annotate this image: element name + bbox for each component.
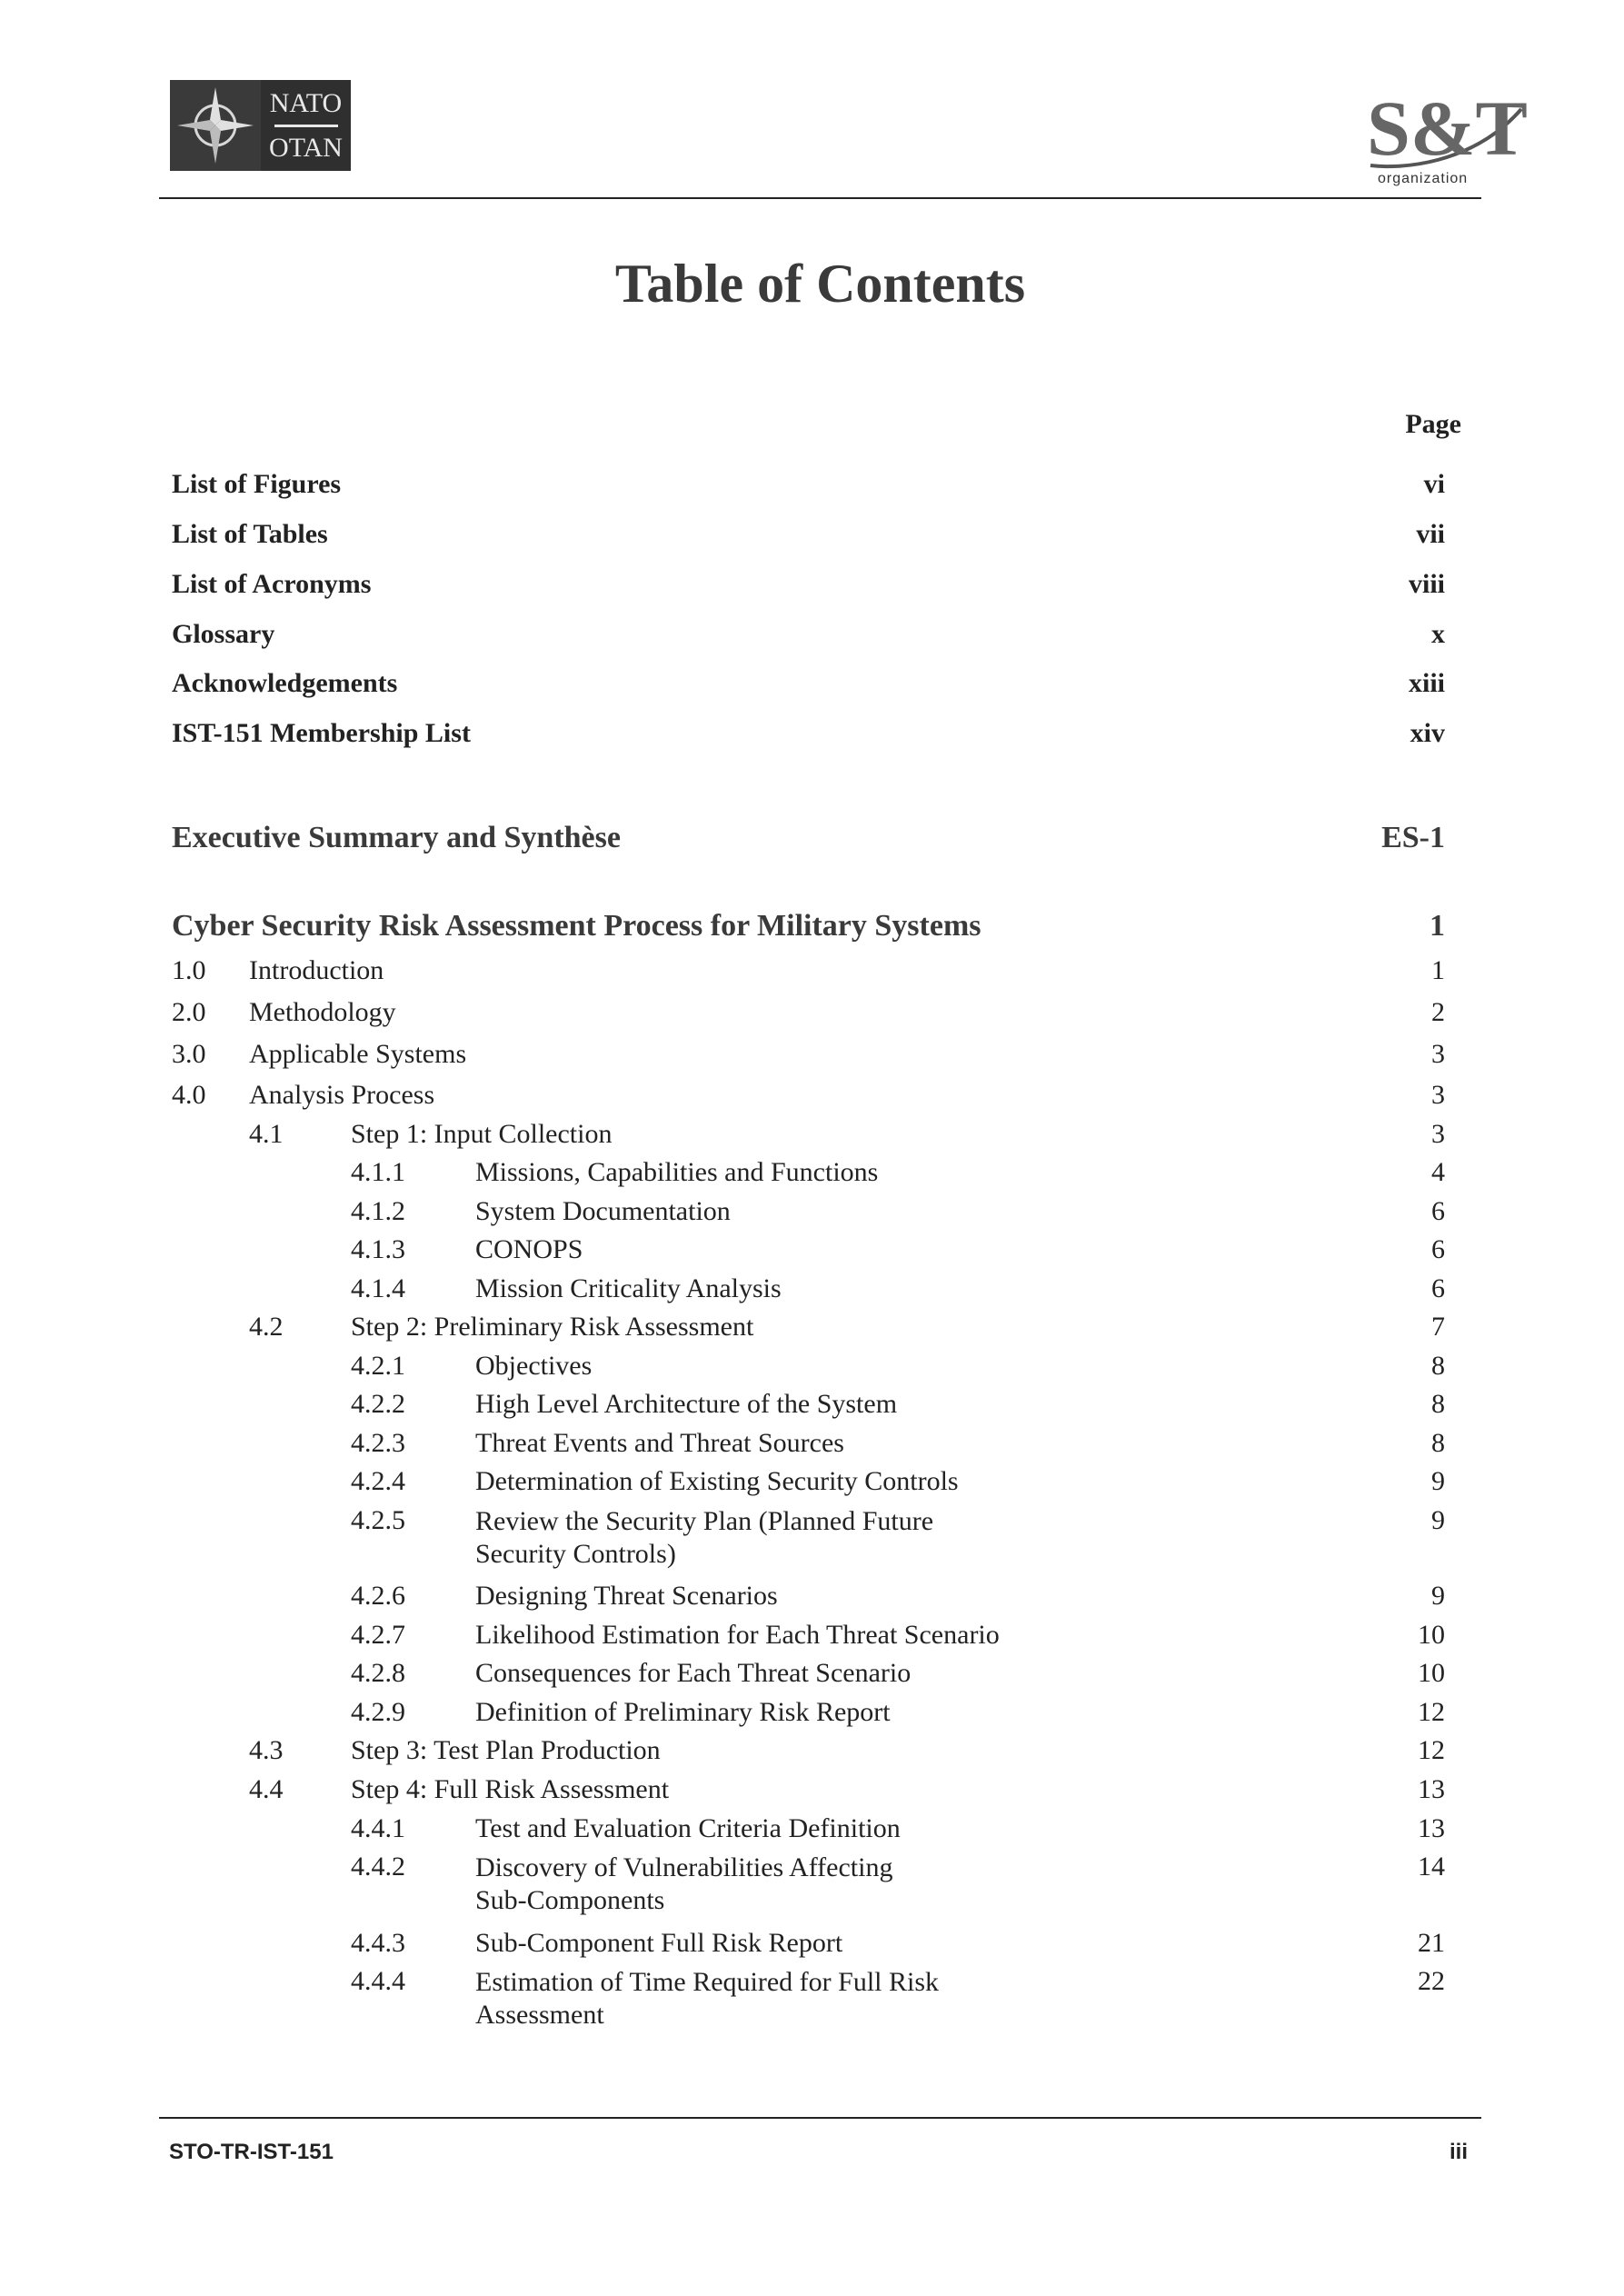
toc-entry-number: 4.4.1 xyxy=(351,1813,405,1843)
toc-entry-page: 10 xyxy=(1418,1620,1445,1650)
toc-entry-page: x xyxy=(1431,619,1445,649)
toc-entry-4-2-9[interactable] xyxy=(0,1697,1624,1733)
toc-entry-3-0[interactable] xyxy=(0,1039,1624,1075)
st-organization-logo xyxy=(1363,75,1527,188)
toc-entry-4-1-4[interactable] xyxy=(0,1273,1624,1310)
toc-entry-page: 13 xyxy=(1418,1813,1445,1843)
toc-entry-page: xiii xyxy=(1408,668,1445,698)
toc-entry-page: 9 xyxy=(1431,1581,1445,1611)
toc-entry-label: Executive Summary and Synthèse xyxy=(172,821,621,854)
toc-entry-label: Discovery of Vulnerabilities Affecting Sub-Components xyxy=(475,1852,893,1915)
toc-entry-label: High Level Architecture of the System xyxy=(475,1389,898,1419)
page-column-header: Page xyxy=(1405,409,1461,439)
toc-entry-number: 4.2.9 xyxy=(351,1697,405,1727)
toc-entry-label: Mission Criticality Analysis xyxy=(475,1273,782,1303)
toc-entry-4-2-1[interactable] xyxy=(0,1351,1624,1387)
toc-entry-label: Missions, Capabilities and Functions xyxy=(475,1157,879,1187)
nato-logo-line1: NATO xyxy=(269,87,343,118)
toc-entry-label: Determination of Existing Security Controls xyxy=(475,1466,959,1496)
nato-otan-logo xyxy=(170,80,351,171)
toc-entry-label: Threat Events and Threat Sources xyxy=(475,1428,844,1458)
toc-entry-label: List of Tables xyxy=(172,519,328,549)
toc-entry-label: Review the Security Plan (Planned Future Security Controls) xyxy=(475,1506,934,1569)
toc-entry-4-1-2[interactable] xyxy=(0,1196,1624,1233)
toc-entry-number: 4.4.4 xyxy=(351,1966,405,1996)
st-logo-subtitle: organization xyxy=(1378,171,1469,186)
toc-entry-page: 1 xyxy=(1430,909,1445,943)
toc-entry-page: 13 xyxy=(1418,1774,1445,1804)
toc-entry-label: Test and Evaluation Criteria Definition xyxy=(475,1813,901,1843)
toc-entry-label: Applicable Systems xyxy=(249,1039,467,1069)
toc-entry-executive-summary[interactable] xyxy=(0,821,1624,857)
toc-entry-page: 22 xyxy=(1418,1966,1445,1996)
toc-entry-number: 4.4.3 xyxy=(351,1928,405,1958)
toc-entry-label: List of Acronyms xyxy=(172,569,372,599)
toc-entry-page: 6 xyxy=(1431,1273,1445,1303)
toc-entry-number: 4.2.4 xyxy=(351,1466,405,1496)
toc-entry-page: 9 xyxy=(1431,1466,1445,1496)
toc-entry-list-of-tables[interactable] xyxy=(0,519,1624,555)
toc-entry-page: 8 xyxy=(1431,1351,1445,1381)
toc-entry-label: List of Figures xyxy=(172,469,342,499)
toc-entry-4-2-5[interactable] xyxy=(0,1505,1624,1578)
toc-entry-number: 4.1.1 xyxy=(351,1157,405,1187)
toc-entry-4-4-3[interactable] xyxy=(0,1928,1624,1964)
toc-entry-number: 4.2.5 xyxy=(351,1505,405,1535)
toc-entry-label: Introduction xyxy=(249,955,384,985)
toc-entry-number: 4.0 xyxy=(172,1080,206,1110)
toc-entry-label: Definition of Preliminary Risk Report xyxy=(475,1697,891,1727)
toc-entry-page: 6 xyxy=(1431,1196,1445,1226)
toc-entry-2-0[interactable] xyxy=(0,997,1624,1033)
toc-entry-label: Step 4: Full Risk Assessment xyxy=(351,1774,670,1804)
toc-entry-label: System Documentation xyxy=(475,1196,731,1226)
toc-entry-page: 8 xyxy=(1431,1389,1445,1419)
toc-entry-label: Step 2: Preliminary Risk Assessment xyxy=(351,1312,754,1342)
toc-entry-4-2[interactable] xyxy=(0,1312,1624,1348)
toc-entry-4-2-8[interactable] xyxy=(0,1658,1624,1694)
toc-entry-number: 4.2.7 xyxy=(351,1620,405,1650)
toc-entry-1-0[interactable] xyxy=(0,955,1624,992)
toc-entry-label: Step 1: Input Collection xyxy=(351,1119,613,1149)
toc-entry-page: 7 xyxy=(1431,1312,1445,1342)
toc-entry-4-1-1[interactable] xyxy=(0,1157,1624,1193)
nato-compass-icon xyxy=(170,80,261,171)
toc-entry-number: 4.1.3 xyxy=(351,1234,405,1264)
toc-entry-label: Sub-Component Full Risk Report xyxy=(475,1928,843,1958)
toc-entry-page: 6 xyxy=(1431,1234,1445,1264)
toc-entry-4-1[interactable] xyxy=(0,1119,1624,1155)
toc-entry-page: 8 xyxy=(1431,1428,1445,1458)
toc-entry-page: 10 xyxy=(1418,1658,1445,1688)
toc-entry-page: 12 xyxy=(1418,1697,1445,1727)
toc-entry-4-2-7[interactable] xyxy=(0,1620,1624,1656)
toc-entry-number: 4.1.4 xyxy=(351,1273,405,1303)
toc-entry-number: 1.0 xyxy=(172,955,206,985)
toc-entry-page: 2 xyxy=(1431,997,1445,1027)
toc-entry-label: IST-151 Membership List xyxy=(172,718,471,748)
footer-page-number: iii xyxy=(1449,2140,1468,2164)
toc-entry-page: 9 xyxy=(1431,1505,1445,1535)
toc-entry-4-0[interactable] xyxy=(0,1080,1624,1116)
toc-entry-number: 4.2.6 xyxy=(351,1581,405,1611)
toc-entry-page: vi xyxy=(1423,469,1445,499)
toc-entry-list-of-figures[interactable] xyxy=(0,469,1624,505)
toc-entry-4-4-4[interactable] xyxy=(0,1966,1624,2039)
nato-logo-divider xyxy=(274,125,338,127)
footer-rule xyxy=(159,2117,1481,2119)
toc-entry-number: 4.2 xyxy=(249,1312,284,1342)
toc-entry-page: 3 xyxy=(1431,1080,1445,1110)
toc-entry-label: Objectives xyxy=(475,1351,593,1381)
footer-doc-id: STO-TR-IST-151 xyxy=(169,2140,334,2164)
toc-entry-number: 4.1 xyxy=(249,1119,284,1149)
toc-entry-list-of-acronyms[interactable] xyxy=(0,569,1624,605)
toc-entry-page: xiv xyxy=(1410,718,1445,748)
toc-entry-label: Analysis Process xyxy=(249,1080,435,1110)
toc-entry-label: Likelihood Estimation for Each Threat Scenario xyxy=(475,1620,1000,1650)
toc-entry-label: Acknowledgements xyxy=(172,668,398,698)
page-title: Table of Contents xyxy=(614,254,1026,314)
toc-entry-page: 1 xyxy=(1431,955,1445,985)
toc-entry-page: 3 xyxy=(1431,1039,1445,1069)
toc-entry-page: 12 xyxy=(1418,1735,1445,1765)
toc-entry-4-4[interactable] xyxy=(0,1774,1624,1811)
toc-entry-label: CONOPS xyxy=(475,1234,583,1264)
toc-entry-4-2-3[interactable] xyxy=(0,1428,1624,1464)
nato-logo-line2: OTAN xyxy=(269,132,343,163)
toc-entry-number: 4.2.1 xyxy=(351,1351,405,1381)
toc-entry-number: 4.2.8 xyxy=(351,1658,405,1688)
toc-entry-number: 4.3 xyxy=(249,1735,284,1765)
toc-entry-label: Cyber Security Risk Assessment Process for Military Systems xyxy=(172,909,981,943)
toc-entry-page: 4 xyxy=(1431,1157,1445,1187)
toc-entry-page: 21 xyxy=(1418,1928,1445,1958)
toc-entry-glossary[interactable] xyxy=(0,619,1624,655)
toc-entry-number: 4.2.2 xyxy=(351,1389,405,1419)
toc-entry-4-4-2[interactable] xyxy=(0,1852,1624,1924)
toc-entry-acknowledgements[interactable] xyxy=(0,668,1624,704)
toc-entry-4-2-2[interactable] xyxy=(0,1389,1624,1425)
toc-entry-label: Consequences for Each Threat Scenario xyxy=(475,1658,912,1688)
header-rule xyxy=(159,197,1481,199)
toc-entry-4-2-6[interactable] xyxy=(0,1581,1624,1617)
toc-entry-label: Step 3: Test Plan Production xyxy=(351,1735,661,1765)
svg-text:S&T: S&T xyxy=(1367,85,1527,172)
toc-entry-4-1-3[interactable] xyxy=(0,1234,1624,1271)
toc-entry-label: Methodology xyxy=(249,997,396,1027)
toc-entry-number: 4.2.3 xyxy=(351,1428,405,1458)
toc-entry-4-3[interactable] xyxy=(0,1735,1624,1772)
toc-entry-4-4-1[interactable] xyxy=(0,1813,1624,1850)
toc-entry-page: 14 xyxy=(1418,1852,1445,1882)
toc-entry-label: Designing Threat Scenarios xyxy=(475,1581,778,1611)
toc-entry-membership-list[interactable] xyxy=(0,718,1624,754)
toc-entry-4-2-4[interactable] xyxy=(0,1466,1624,1502)
toc-entry-number: 2.0 xyxy=(172,997,206,1027)
toc-entry-page: viii xyxy=(1408,569,1445,599)
toc-entry-number: 3.0 xyxy=(172,1039,206,1069)
toc-entry-page: ES-1 xyxy=(1381,821,1445,854)
toc-entry-label: Estimation of Time Required for Full Risk Assessment xyxy=(475,1967,940,2030)
toc-entry-number: 4.4.2 xyxy=(351,1852,405,1882)
toc-entry-page: vii xyxy=(1416,519,1445,549)
toc-entry-main-section[interactable] xyxy=(0,909,1624,945)
toc-entry-page: 3 xyxy=(1431,1119,1445,1149)
toc-entry-number: 4.4 xyxy=(249,1774,284,1804)
toc-entry-label: Glossary xyxy=(172,619,275,649)
toc-entry-number: 4.1.2 xyxy=(351,1196,405,1226)
